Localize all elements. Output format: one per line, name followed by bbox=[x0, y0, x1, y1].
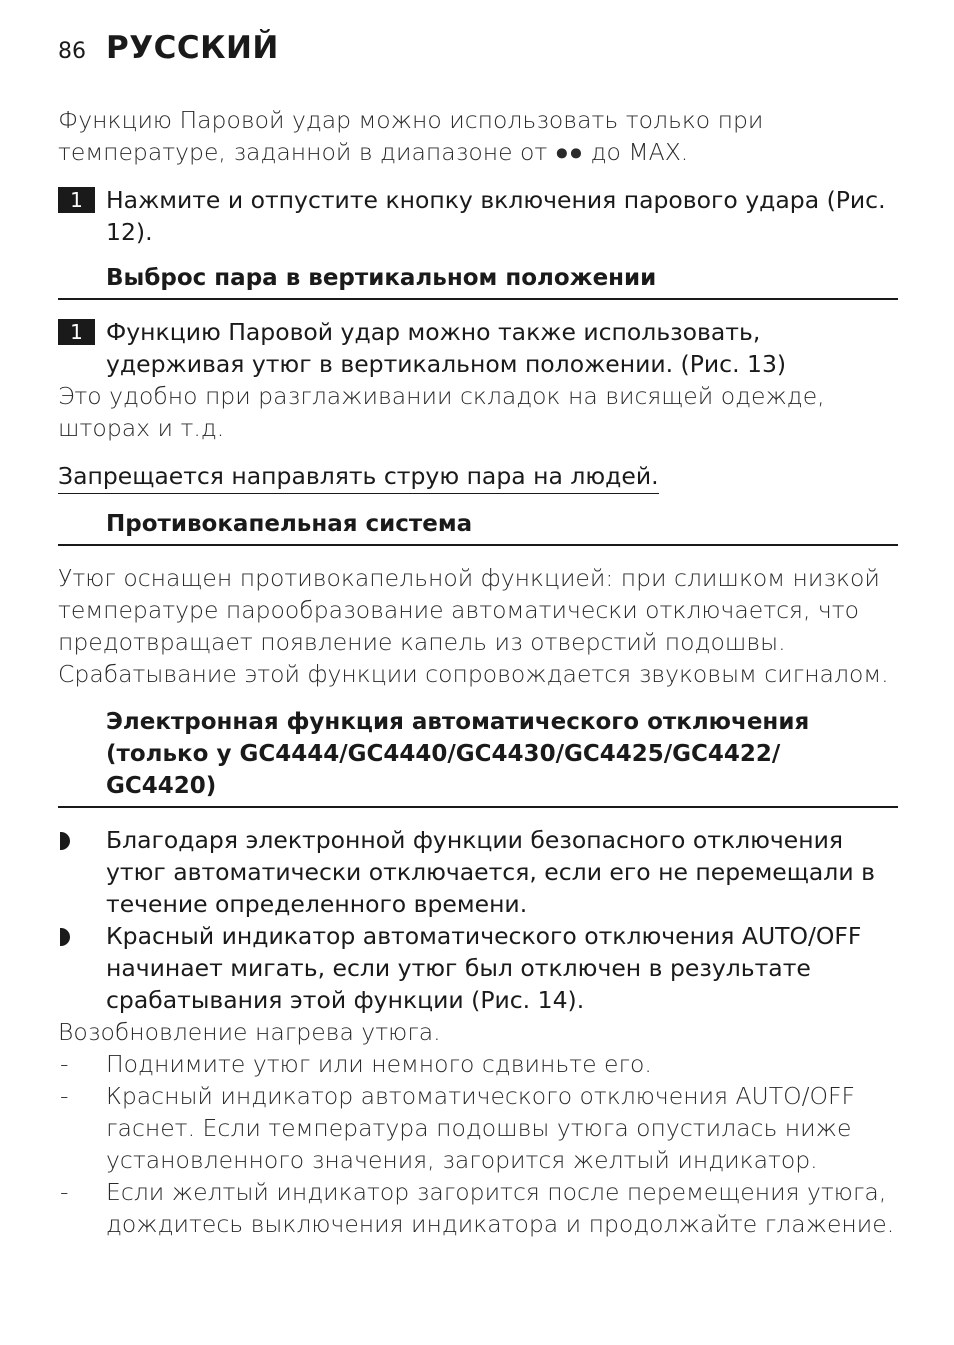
heading-drip-stop: Противокапельная система bbox=[58, 508, 898, 546]
bullet-item bbox=[58, 920, 898, 1016]
bullet-item bbox=[58, 824, 898, 920]
list-item-text: Красный индикатор автоматического отключения AUTO/OFF гаснет. Если температура подошвы утюга опустилась ниже установленного значения, загорится желтый индикатор. bbox=[106, 1082, 856, 1174]
dash-marker: - bbox=[60, 1050, 69, 1078]
list-item-text: Поднимите утюг или немного сдвиньте его. bbox=[106, 1050, 652, 1078]
dash-marker: - bbox=[60, 1178, 69, 1206]
step-text: Нажмите и отпустите кнопку включения парового удара (Рис. 12). bbox=[106, 186, 886, 246]
heading-vertical-steam: Выброс пара в вертикальном положении bbox=[58, 262, 898, 300]
list-item bbox=[58, 1048, 898, 1080]
page-number: 86 bbox=[58, 39, 86, 64]
step-text: Функцию Паровой удар можно также использовать, удерживая утюг в вертикальном положении. (Рис. 13) bbox=[106, 318, 787, 378]
step-number-badge: 1 bbox=[58, 319, 95, 345]
page-header bbox=[58, 30, 279, 78]
page-language-title: РУССКИЙ bbox=[106, 30, 279, 66]
vertical-note: Это удобно при разглаживании складок на висящей одежде, шторах и т.д. bbox=[58, 382, 825, 442]
step-number-badge: 1 bbox=[58, 187, 95, 213]
bullet-icon bbox=[60, 832, 70, 850]
heading-auto-off: Электронная функция автоматического отключения (только у GC4444/GC4440/GC4430/GC4425/GC4422/ GC4420) bbox=[58, 706, 898, 808]
resume-heating-label: Возобновление нагрева утюга. bbox=[58, 1018, 441, 1046]
step-vertical-steam bbox=[58, 316, 898, 380]
warning-text: Запрещается направлять струю пара на людей. bbox=[58, 460, 659, 494]
drip-stop-paragraph: Утюг оснащен противокапельной функцией: при слишком низкой температуре парообразование автоматически отключается, что предотвращает появление капель из отверстий подошвы. Срабатывание этой функции сопровождается звуковым сигналом. bbox=[58, 564, 889, 688]
page-content bbox=[58, 104, 898, 1240]
intro-paragraph: Функцию Паровой удар можно использовать только при температуре, заданной в диапазоне от ●● до MAX. bbox=[58, 106, 764, 166]
list-item-text: Если желтый индикатор загорится после перемещения утюга, дождитесь выключения индикатора и продолжайте глажение. bbox=[106, 1178, 895, 1238]
bullet-icon bbox=[60, 928, 70, 946]
bullet-text: Благодаря электронной функции безопасного отключения утюг автоматически отключается, если его не перемещали в течение определенного времени. bbox=[106, 826, 875, 918]
dash-marker: - bbox=[60, 1082, 69, 1110]
list-item bbox=[58, 1176, 898, 1240]
step-steam-shot bbox=[58, 184, 898, 248]
bullet-text: Красный индикатор автоматического отключения AUTO/OFF начинает мигать, если утюг был отключен в результате срабатывания этой функции (Рис. 14). bbox=[106, 922, 862, 1014]
list-item bbox=[58, 1080, 898, 1176]
